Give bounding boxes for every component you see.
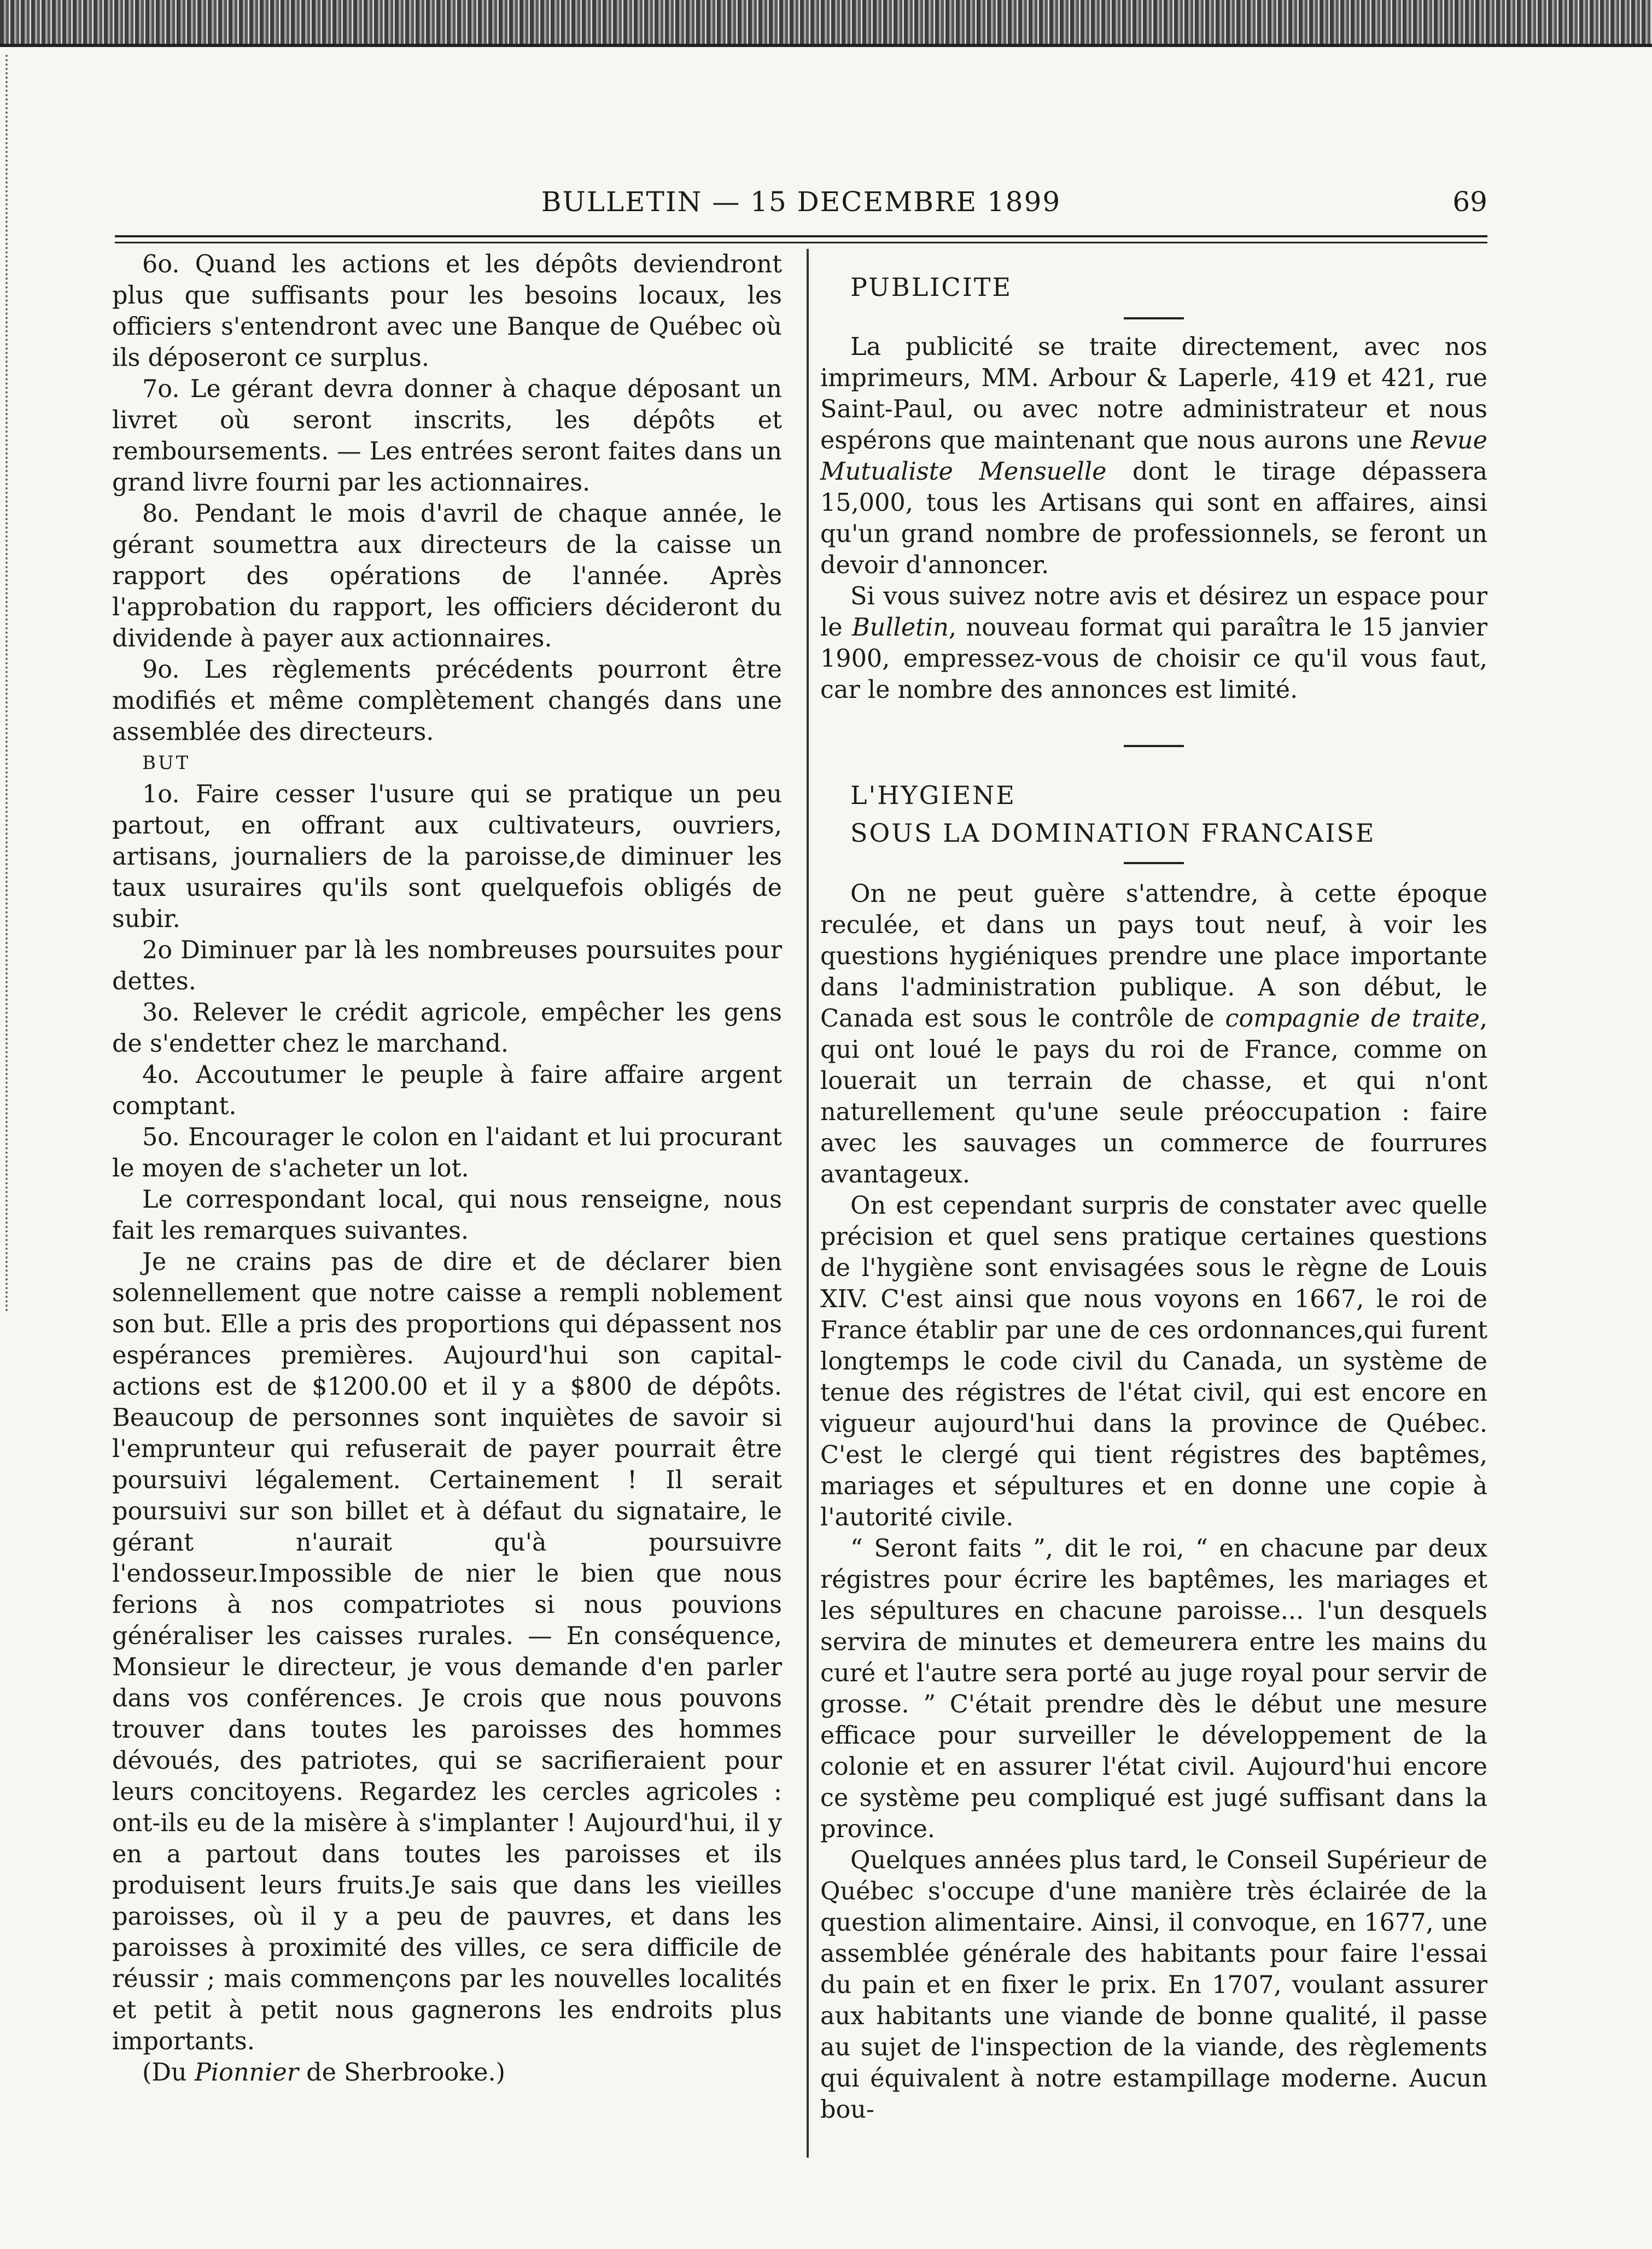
pub2-text-a: Si vous suivez notre avis et désirez un espace pour le [820,582,1487,642]
source-citation [112,2057,782,2088]
source-publication: Pionnier [194,2059,299,2087]
rule-paragraph-6: 6o. Quand les actions et les dépôts deviendront plus que suffisants pour les besoins locaux, les officiers s'entendront avec une Banque de Québec où ils déposeront ce surplus. [112,250,782,372]
revue-title: Revue Mutualiste Mensuelle [820,427,1487,486]
but-paragraph-5: 5o. Encourager le colon en l'aidant et lui procurant le moyen de s'acheter un lot. [112,1123,782,1182]
right-column [820,249,1487,2125]
rule-paragraph-8: 8o. Pendant le mois d'avril de chaque année, le gérant soumettra aux directeurs de la caisse un rapport des opérations de l'année. Après l'approbation du rapport, les officiers décideront du dividende à payer aux actionnaires. [112,500,782,652]
hygiene-heading: L'HYGIENE [850,780,1016,810]
scan-top-border [0,0,1652,44]
header-rule-bottom [115,242,1487,243]
h1-text-a: On ne peut guère s'attendre, à cette époque reculée, et dans un pays tout neuf, à voir les questions hygiéniques prendre une place importante dans l'administration publique. A son début, le Canada est sous le contrôle de [820,880,1487,1033]
bulletin-title: Bulletin [851,614,949,642]
pub1-text-a: La publicité se traite directement, avec nos imprimeurs, MM. Arbour & Laperle, 419 et 421, rue Saint-Paul, ou avec notre administrateur et nous espérons que maintenant que nous aurons une [820,333,1487,455]
but-paragraph-2: 2o Diminuer par là les nombreuses poursuites pour dettes. [112,936,782,995]
source-open: (Du [142,2059,195,2087]
heading-rule [1124,317,1184,319]
scan-top-rule [0,44,1652,47]
h1-text-b: , qui ont loué le pays du roi de France, comme on louerait un terrain de chasse, et qui n'ont naturellement qu'une seule préoccupation : faire avec les sauvages un commerce de fourrures avantageux. [820,1005,1487,1188]
but-paragraph-3: 3o. Relever le crédit agricole, empêcher les gens de s'endetter chez le marchand. [112,999,782,1058]
correspondent-intro: Le correspondant local, qui nous renseigne, nous fait les remarques suivantes. [112,1186,782,1245]
hygiene-paragraph-4: Quelques années plus tard, le Conseil Supérieur de Québec s'occupe d'une manière très éclairée de la question alimentaire. Ainsi, il convoque, en 1677, une assemblée générale des habitants pour faire l'essai du pain et en fixer le prix. En 1707, voulant assurer aux habitants une viande de bonne qualité, il passe au sujet de l'inspection de la viande, des règlements qui équivalent à notre estampillage moderne. Aucun bou- [820,1846,1487,2124]
hygiene-paragraph-3: “ Seront faits ”, dit le roi, “ en chacune par deux régistres pour écrire les baptêmes, les mariages et les sépultures en chacune paroisse... l'un desquels servira de minutes et demeurera entre les mains du curé et l'autre sera porté au juge royal pour servir de grosse. ” C'était prendre dès le début une mesure efficace pour surveiller le développement de la colonie et en assurer l'état civil. Aujourd'hui encore ce système peu compliqué est jugé suffisant dans la province. [820,1535,1487,1843]
compagnie-italic: compagnie de traite [1225,1005,1480,1033]
pub1-text-b: dont le tirage dépassera 15,000, tous les Artisans qui sont en affaires, ainsi qu'un grand nombre de professionnels, se feront un devoir d'annoncer. [820,458,1487,579]
hygiene-heading-rule [1124,862,1184,864]
correspondent-letter: Je ne crains pas de dire et de déclarer bien solennellement que notre caisse a rempli noblement son but. Elle a pris des proportions qui dépassent nos espérances premières. Aujourd'hui son capital-actions est de $1200.00 et il y a $800 de dépôts. Beaucoup de personnes sont inquiètes de savoir si l'emprunteur qui refuserait de payer pourrait être poursuivi légalement. Certainement ! Il serait poursuivi sur son billet et à défaut du signataire, le gérant n'aurait qu'à poursuivre l'endosseur.Impossible de nier le bien que nous ferions à nos compatriotes si nous pouvions généraliser les caisses rurales. — En conséquence, Monsieur le directeur, je vous demande d'en parler dans vos conférences. Je crois que nous pouvons trouver dans toutes les paroisses des hommes dévoués, des patriotes, qui se sacrifieraient pour leurs concitoyens. Regardez les cercles agricoles : ont-ils eu de la misère à s'implanter ! Aujourd'hui, il y en a partout dans toutes les paroisses et ils produisent leurs fruits.Je sais que dans les vieilles paroisses, où il y a peu de pauvres, et dans les paroisses à proximité des villes, ce sera difficile de réussir ; mais commençons par les nouvelles localités et petit à petit nous gagnerons les endroits plus importants. [112,1248,782,2055]
but-heading: BUT [142,752,191,774]
but-paragraph-1: 1o. Faire cesser l'usure qui se pratique un peu partout, en offrant aux cultivateurs, ouvriers, artisans, journaliers de la paroisse,de diminuer les taux usuraires qu'ils sont quelquefois obligés de subir. [112,780,782,933]
rule-paragraph-7: 7o. Le gérant devra donner à chaque déposant un livret où seront inscrits, les dépôts et remboursements. — Les entrées seront faites dans un grand livre fourni par les actionnaires. [112,375,782,497]
page-header [115,186,1487,235]
page-number: 69 [1452,186,1487,218]
rule-paragraph-9: 9o. Les règlements précédents pourront être modifiés et même complètement changés dans une assemblée des directeurs. [112,656,782,746]
pub2-text-b: , nouveau format qui paraîtra le 15 janvier 1900, empressez-vous de choisir ce qu'il vous faut, car le nombre des annonces est limité. [820,614,1487,704]
hygiene-subheading: SOUS LA DOMINATION FRANCAISE [850,818,1376,848]
header-rule-top [115,235,1487,237]
publicite-heading: PUBLICITE [850,272,1013,302]
hygiene-paragraph-2: On est cependant surpris de constater avec quelle précision et quel sens pratique certaines questions de l'hygiène sont envisagées sous le règne de Louis XIV. C'est ainsi que nous voyons en 1667, le roi de France établir par une de ces ordonnances,qui furent longtemps le code civil du Canada, un système de tenue des régistres de l'état civil, qui est encore en vigueur aujourd'hui dans la province de Québec. C'est le clergé qui tient régistres des baptêmes, mariages et sépultures et en donne une copie à l'autorité civile. [820,1192,1487,1531]
header-title: BULLETIN — 15 DECEMBRE 1899 [541,186,1061,218]
section-separator-rule [1124,745,1184,747]
source-close: de Sherbrooke.) [298,2059,505,2087]
hygiene-paragraph-1 [820,878,1487,1190]
publicite-paragraph-2 [820,581,1487,706]
publicite-paragraph-1 [820,331,1487,581]
column-divider [807,249,809,2158]
but-paragraph-4: 4o. Accoutumer le peuple à faire affaire argent comptant. [112,1061,782,1120]
left-column [112,249,782,2088]
scan-margin-marks [5,55,19,1313]
